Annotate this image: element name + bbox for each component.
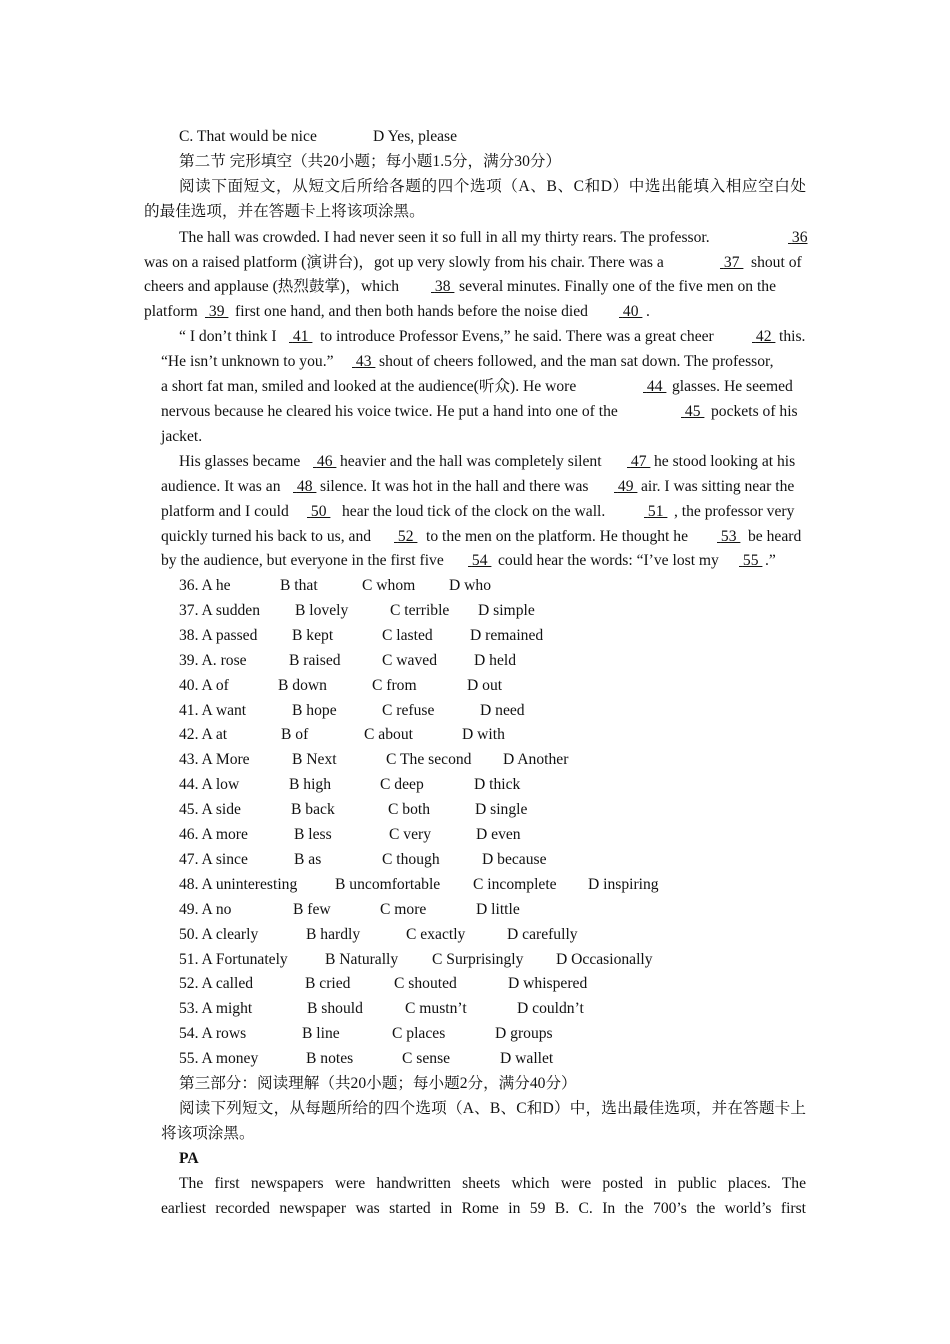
question-option-d: D even: [476, 826, 521, 843]
question-option-c: C sense: [402, 1050, 451, 1068]
question-option-b: B kept: [292, 626, 334, 644]
question-option-a: 41. A want: [179, 701, 247, 719]
question-option-b: B line: [302, 1025, 340, 1043]
question-option-c: C terrible: [390, 601, 450, 619]
question-option-a: 53. A might: [179, 1000, 253, 1018]
question-option-c: C deep: [380, 776, 424, 794]
passage-line: a short fat man, smiled and looked at the audience(听众). He wore: [161, 378, 577, 395]
question-option-d: D Occasionally: [556, 950, 653, 968]
blank-36: 36: [791, 229, 808, 246]
question-option-c: C The second: [386, 751, 472, 769]
question-option-d: D carefully: [507, 925, 578, 943]
question-option-c: C from: [372, 676, 417, 694]
question-option-d: D simple: [478, 601, 535, 619]
passage-line: several minutes. Finally one of the five men on the: [459, 278, 776, 295]
reading-line-2: earliest recorded newspaper was started in Rome in 59 B. C. In the 700’s the world’s first: [161, 1200, 806, 1217]
question-option-b: B notes: [306, 1050, 354, 1068]
question-option-c: C though: [382, 850, 440, 868]
question-option-a: 38. A passed: [179, 626, 258, 644]
passage-line: this.: [779, 328, 806, 345]
blank-45: 45: [684, 403, 701, 420]
question-option-b: B Next: [292, 751, 337, 769]
question-option-a: 39. A. rose: [179, 651, 247, 669]
question-option-c: C shouted: [394, 975, 457, 993]
passage-line: he stood looking at his: [654, 453, 796, 470]
question-option-c: C mustn’t: [405, 1000, 467, 1018]
passage-line: platform: [144, 303, 198, 320]
blank-41: 41: [292, 328, 309, 345]
question-option-d: D out: [467, 676, 503, 694]
question-option-a: 47. A since: [179, 850, 248, 868]
passage-line: cheers and applause (热烈鼓掌)，which: [144, 278, 400, 295]
passage-line: “He isn’t unknown to you.”: [161, 353, 334, 370]
blank-55: 55: [742, 552, 759, 569]
question-option-b: B that: [280, 577, 318, 594]
blank-47: 47: [630, 453, 647, 470]
blank-44: 44: [646, 378, 663, 395]
blank-43: 43: [355, 353, 372, 370]
question-option-a: 48. A uninteresting: [179, 875, 298, 893]
question-option-d: D inspiring: [588, 875, 659, 893]
passage-line: pockets of his: [711, 403, 798, 420]
blank-53: 53: [720, 528, 737, 545]
question-option-c: C about: [364, 726, 413, 744]
question-option-c: C places: [392, 1025, 446, 1043]
blank-37: 37: [723, 254, 740, 271]
question-option-a: 43. A More: [179, 751, 250, 769]
question-option-b: B high: [289, 776, 332, 794]
question-option-d: D who: [449, 577, 492, 594]
section-2-instructions-1: 阅读下面短文，从短文后所给各题的四个选项（A、B、C和D）中选出能填入相应空白处: [179, 178, 806, 195]
passage-line: be heard: [748, 528, 802, 545]
question-option-c: C waved: [382, 651, 437, 669]
question-option-c: C both: [388, 801, 431, 819]
question-option-b: B back: [291, 801, 335, 819]
question-option-c: C more: [380, 900, 427, 918]
passage-line: The hall was crowded. I had never seen it so full in all my thirty rears. The professor.: [179, 229, 710, 246]
passage-line: by the audience, but everyone in the first five: [161, 552, 444, 569]
passage-line: , the professor very: [674, 503, 795, 520]
passage-line: .”: [765, 552, 776, 569]
question-option-b: B should: [307, 1000, 363, 1018]
question-option-a: 40. A of: [179, 676, 229, 694]
question-option-b: B of: [281, 726, 309, 744]
question-option-a: 45. A side: [179, 801, 241, 819]
passage-line: His glasses became: [179, 453, 301, 470]
question-option-d: D whispered: [508, 975, 588, 993]
question-option-d: D thick: [474, 776, 521, 794]
question-option-a: 51. A Fortunately: [179, 950, 288, 968]
blank-42: 42: [755, 328, 772, 345]
question-option-d: D couldn’t: [517, 1000, 584, 1018]
passage-line: quickly turned his back to us, and: [161, 528, 372, 545]
passage-line: air. I was sitting near the: [641, 478, 795, 495]
question-option-b: B uncomfortable: [335, 875, 441, 893]
passage-line: “ I don’t think I: [179, 328, 277, 345]
passage-line: silence. It was hot in the hall and there was: [320, 478, 589, 495]
prev-option-c: C. That would be nice: [179, 128, 317, 145]
passage-line: heavier and the hall was completely silent: [340, 453, 602, 470]
passage-line: to introduce Professor Evens,” he said. There was a great cheer: [320, 328, 714, 345]
passage-line: jacket.: [161, 428, 203, 445]
question-option-b: B cried: [305, 975, 351, 993]
question-option-b: B hope: [292, 701, 337, 719]
passage-line: shout of: [751, 254, 802, 271]
section-3-instructions-1: 阅读下列短文，从每题所给的四个选项（A、B、C和D）中，选出最佳选项，并在答题卡上: [179, 1100, 806, 1117]
section-3-heading: 第三部分：阅读理解（共20小题；每小题2分，满分40分）: [179, 1075, 577, 1092]
question-option-c: C Surprisingly: [432, 950, 524, 968]
question-option-a: 36. A he: [179, 577, 231, 594]
question-option-d: D single: [475, 801, 528, 819]
question-option-d: D little: [476, 900, 520, 918]
question-option-b: B down: [278, 676, 327, 694]
section-2-instructions-2: 的最佳选项，并在答题卡上将该项涂黑。: [144, 203, 425, 220]
blank-49: 49: [617, 478, 634, 495]
question-option-a: 42. A at: [179, 726, 228, 744]
passage-line: audience. It was an: [161, 478, 281, 495]
question-option-a: 49. A no: [179, 900, 232, 918]
question-option-d: D with: [462, 726, 505, 744]
passage-line: was on a raised platform (演讲台)，got up very slowly from his chair. There was a: [144, 254, 664, 271]
question-option-b: B less: [294, 826, 332, 843]
section-3-instructions-2: 将该项涂黑。: [161, 1125, 255, 1142]
question-option-a: 52. A called: [179, 975, 254, 993]
question-option-a: 50. A clearly: [179, 925, 259, 943]
question-option-a: 54. A rows: [179, 1025, 247, 1043]
blank-40: 40: [622, 303, 639, 320]
blank-38: 38: [434, 278, 451, 295]
blank-54: 54: [471, 552, 488, 569]
question-option-c: C lasted: [382, 626, 433, 644]
reading-line-1: The first newspapers were handwritten sheets which were posted in public places. The: [179, 1175, 806, 1192]
question-option-b: B few: [293, 900, 331, 918]
question-option-c: C incomplete: [473, 875, 557, 893]
question-option-a: 37. A sudden: [179, 601, 261, 619]
passage-line: platform and I could: [161, 503, 289, 520]
question-option-b: B raised: [289, 651, 341, 669]
question-option-d: D wallet: [500, 1050, 554, 1068]
passage-line: nervous because he cleared his voice twice. He put a hand into one of the: [161, 403, 618, 420]
passage-line: glasses. He seemed: [672, 378, 793, 395]
passage-line: could hear the words: “I’ve lost my: [498, 552, 719, 569]
question-option-a: 55. A money: [179, 1050, 259, 1068]
question-option-b: B lovely: [295, 601, 349, 619]
question-option-d: D need: [480, 701, 525, 719]
question-option-b: B as: [294, 850, 322, 868]
question-option-a: 44. A low: [179, 776, 240, 794]
question-option-d: D because: [482, 850, 547, 868]
question-option-c: C exactly: [406, 925, 466, 943]
passage-line: hear the loud tick of the clock on the wall.: [342, 503, 606, 520]
passage-line: shout of cheers followed, and the man sat down. The professor,: [379, 353, 774, 370]
question-option-d: D Another: [503, 751, 569, 769]
question-option-b: B Naturally: [325, 950, 399, 968]
question-option-d: D groups: [495, 1025, 553, 1043]
blank-50: 50: [310, 503, 327, 520]
blank-51: 51: [647, 503, 664, 520]
passage-line: .: [646, 303, 650, 320]
question-option-c: C refuse: [382, 701, 435, 719]
passage-a-label: PA: [179, 1150, 199, 1167]
question-option-d: D held: [474, 651, 517, 669]
blank-48: 48: [296, 478, 313, 495]
question-option-b: B hardly: [306, 925, 361, 943]
section-2-heading: 第二节 完形填空（共20小题；每小题1.5分，满分30分）: [179, 153, 562, 170]
question-option-a: 46. A more: [179, 826, 248, 843]
passage-line: first one hand, and then both hands before the noise died: [235, 303, 588, 320]
blank-52: 52: [397, 528, 414, 545]
blank-46: 46: [316, 453, 333, 470]
question-option-c: C whom: [362, 577, 416, 594]
question-option-c: C very: [389, 826, 432, 843]
question-option-d: D remained: [470, 626, 544, 644]
blank-39: 39: [208, 303, 225, 320]
prev-option-d: D Yes, please: [373, 128, 458, 145]
passage-line: to the men on the platform. He thought he: [426, 528, 689, 545]
